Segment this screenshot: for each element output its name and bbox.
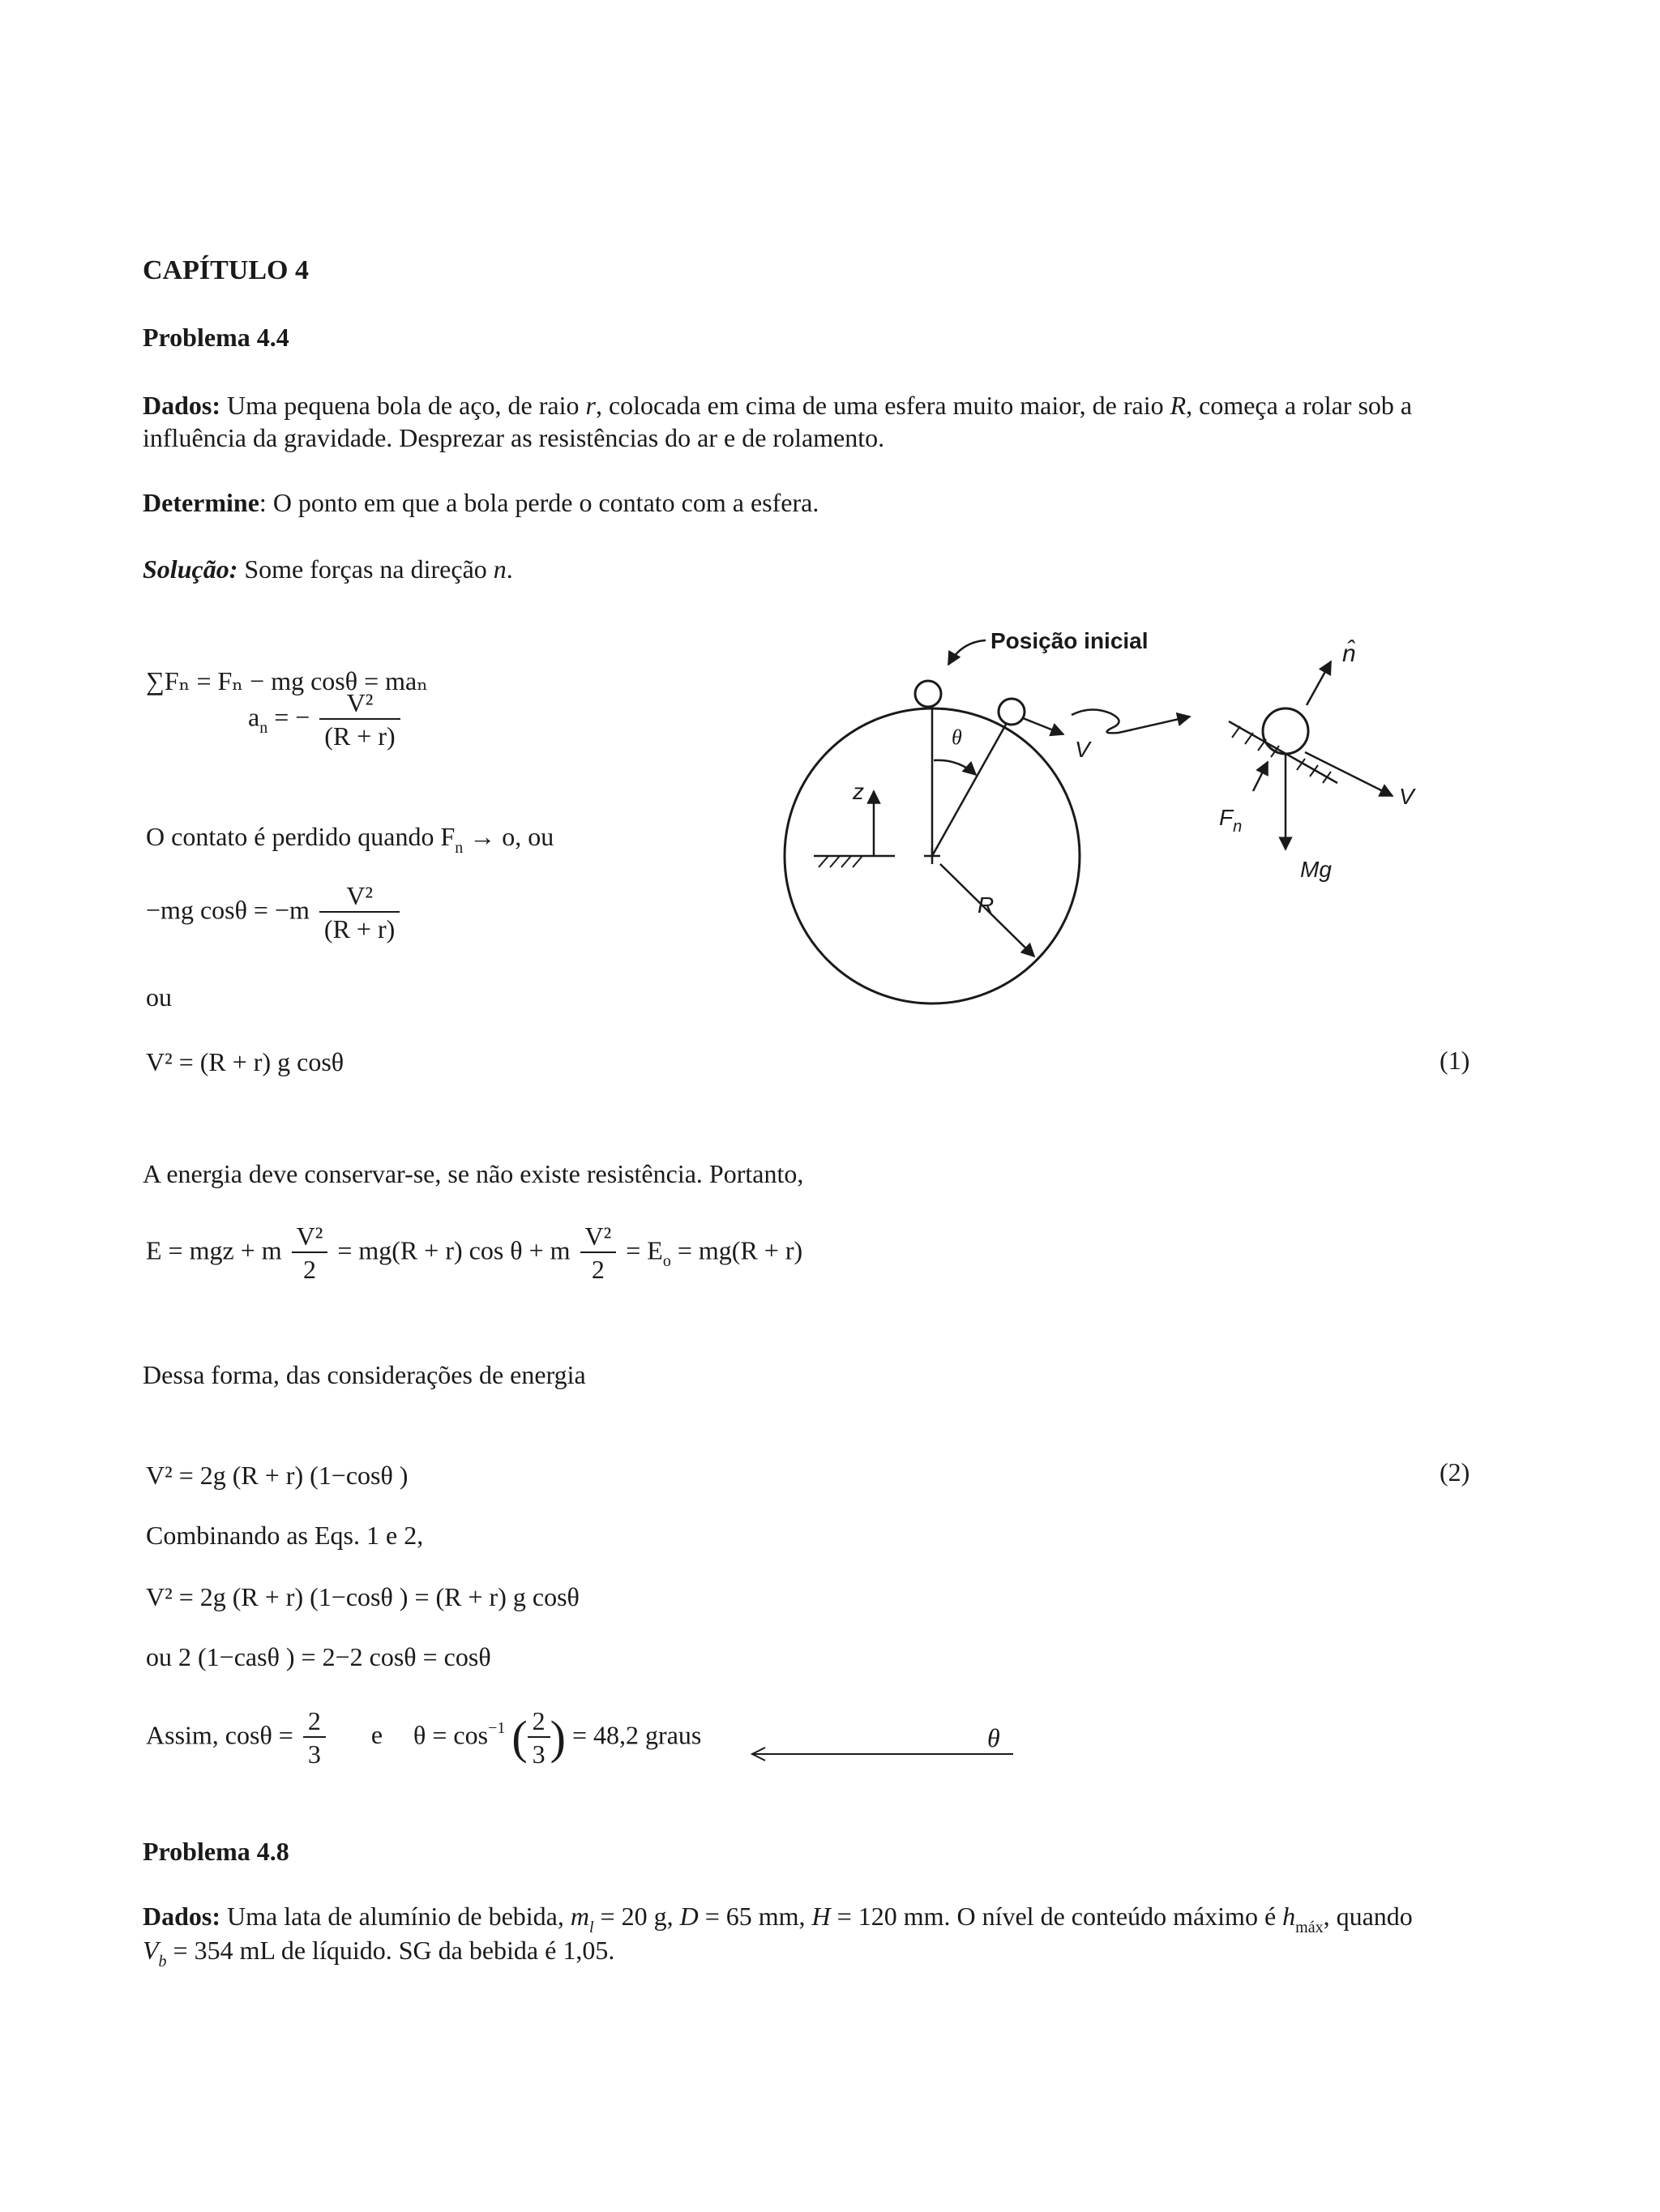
simplified-equation: ou 2 (1−casθ ) = 2−2 cosθ = cosθ: [146, 1642, 491, 1671]
energy-fraction-2: [580, 1221, 617, 1286]
assim-paren-fraction: [528, 1705, 550, 1770]
contact-eq-fraction: [319, 880, 400, 945]
contact-equation: [146, 880, 403, 945]
p48-dados-label: Dados:: [143, 1902, 221, 1931]
equation-1: V² = (R + r) g cosθ: [146, 1047, 344, 1076]
energy-b: = mg(R + r) cos θ + m: [337, 1235, 571, 1265]
problem-4-8-title: Problema 4.8: [143, 1837, 289, 1866]
V-label-sphere: V: [1075, 737, 1090, 762]
dados-text-1: Uma pequena bola de aço, de raio: [220, 391, 586, 420]
contact-eq-numerator: V²: [319, 880, 400, 913]
contact-sub: n: [455, 839, 464, 857]
velocity-arrow: [1023, 718, 1063, 734]
contact-text: [146, 820, 554, 857]
theta-arc: [934, 760, 976, 775]
Mg-label: Mg: [1300, 857, 1332, 882]
chapter-title: CAPÍTULO 4: [143, 255, 309, 285]
assim-fraction: [303, 1705, 326, 1770]
sum-forces-equation: ∑Fₙ = Fₙ − mg cosθ = maₙ: [146, 666, 429, 695]
right-paren: ): [550, 1711, 566, 1764]
combined-equation: V² = 2g (R + r) (1−cosθ ) = (R + r) g cosθ: [146, 1582, 580, 1611]
result-equation: [146, 1705, 701, 1770]
determine-label: Determine: [143, 488, 259, 517]
contact-eq-left: −mg cosθ = −m: [146, 895, 310, 925]
assim-p-den: 3: [532, 1739, 545, 1769]
dados-r: r: [585, 391, 596, 420]
p48-V: V: [143, 1936, 159, 1965]
ball-rolling: [999, 699, 1025, 725]
an-subscript: n: [259, 719, 268, 738]
n-hat-arrow: [1307, 661, 1331, 705]
contact-text-end: → o, ou: [463, 822, 554, 851]
energy-fraction-1: [292, 1221, 328, 1286]
p48-line2: = 354 mL de líquido. SG da bebida é 1,05.: [166, 1936, 615, 1965]
solucao-label: Solução:: [143, 554, 238, 584]
assim-c: = 48,2 graus: [572, 1720, 702, 1750]
dados-line-2: influência da gravidade. Desprezar as resistências do ar e de rolamento.: [143, 423, 885, 452]
energy-text: A energia deve conservar-se, se não existe resistência. Portanto,: [143, 1159, 804, 1188]
p48-V-sub: b: [158, 1953, 167, 1970]
assim-p-num: 2: [528, 1705, 550, 1738]
ball-initial: [915, 681, 941, 707]
energy-f2-den: 2: [591, 1255, 605, 1284]
combinando-text: Combinando as Eqs. 1 e 2,: [146, 1521, 424, 1550]
solucao-text: Some forças na direção: [237, 554, 494, 584]
equation-2: V² = 2g (R + r) (1−cosθ ): [146, 1461, 409, 1490]
dados-label: Dados:: [143, 391, 221, 420]
p48-H: H: [811, 1902, 831, 1931]
Fn-label: $F_n$: [1219, 805, 1243, 836]
p48-text-a: Uma lata de alumínio de bebida,: [220, 1902, 571, 1931]
answer-theta: θ: [987, 1723, 1000, 1752]
problem-4-8-line-2: [143, 1934, 614, 1970]
posicao-inicial-arrow: [948, 640, 986, 665]
solucao-n: n: [493, 554, 507, 584]
energy-c: = E: [626, 1235, 663, 1265]
p48-text-d: = 120 mm. O nível de conteúdo máximo é: [830, 1902, 1283, 1931]
p48-text-c: = 65 mm,: [698, 1902, 812, 1931]
p48-h: h: [1282, 1902, 1296, 1931]
determine-text: : O ponto em que a bola perde o contato com a esfera.: [259, 488, 819, 517]
an-symbol: a: [248, 702, 260, 732]
contact-text-a: O contato é perdido quando F: [146, 822, 456, 851]
an-fraction: [319, 687, 400, 752]
p48-m-sub: l: [588, 1919, 594, 1936]
theta-label: θ: [952, 725, 962, 749]
energy-c-sub: o: [662, 1252, 671, 1271]
solucao-line: [143, 553, 513, 585]
an-denominator: (R + r): [324, 721, 396, 751]
energy-f1-den: 2: [302, 1255, 316, 1284]
assim-e: e: [370, 1720, 383, 1750]
energy-d: = mg(R + r): [670, 1235, 803, 1265]
assim-f-num: 2: [303, 1705, 326, 1738]
angled-radius: [932, 723, 1007, 856]
free-body-velocity-arrow: [1305, 752, 1393, 796]
assim-sup: −1: [488, 1719, 506, 1738]
p48-m: m: [570, 1902, 589, 1931]
dados-text-2: , colocada em cima de uma esfera muito maior, de raio: [595, 391, 1170, 420]
connector-arrow: [1072, 709, 1190, 733]
ou-text: ou: [146, 982, 172, 1012]
equation-2-number: (2): [1440, 1457, 1470, 1487]
dados-text-3: , começa a rolar sob a: [1186, 391, 1413, 420]
an-equals: = −: [274, 702, 310, 732]
n-hat-label: n̂: [1342, 640, 1356, 667]
p48-D: D: [679, 1902, 699, 1931]
dados-R: R: [1170, 391, 1187, 420]
answer-arrow: [746, 1743, 1021, 1767]
energy-f2-num: V²: [580, 1221, 617, 1253]
dados-line-1: [143, 389, 1412, 421]
p48-text-b: = 20 g,: [593, 1902, 680, 1931]
p48-h-sub: máx: [1295, 1919, 1324, 1936]
left-paren: (: [511, 1711, 528, 1764]
problem-4-4-title: Problema 4.4: [143, 323, 289, 352]
ground-hatch: [819, 856, 862, 867]
posicao-inicial-label: Posição inicial: [990, 628, 1149, 653]
R-label: R: [978, 892, 995, 918]
energy-equation: [146, 1221, 802, 1286]
an-numerator: V²: [319, 687, 400, 720]
free-body-ball: [1263, 708, 1308, 754]
determine-line: [143, 486, 819, 519]
normal-force-arrow: [1253, 762, 1268, 791]
problem-4-8-line-1: [143, 1900, 1413, 1936]
equation-1-number: (1): [1440, 1046, 1470, 1075]
assim-f-den: 3: [307, 1739, 321, 1769]
dessa-text: Dessa forma, das considerações de energia: [143, 1360, 586, 1389]
normal-acceleration-equation: [248, 687, 404, 752]
z-label: z: [853, 779, 864, 804]
solucao-end: .: [506, 554, 513, 584]
V-label-free-body: V: [1399, 784, 1414, 809]
contact-eq-denominator: (R + r): [323, 914, 396, 943]
sphere-diagram: [778, 616, 1459, 1021]
assim-a: Assim, cosθ =: [146, 1720, 293, 1750]
energy-f1-num: V²: [292, 1221, 328, 1253]
p48-text-e: , quando: [1323, 1902, 1413, 1931]
energy-a: E = mgz + m: [146, 1235, 282, 1265]
assim-b: θ = cos: [413, 1720, 489, 1750]
contact-surface: [1229, 721, 1337, 783]
